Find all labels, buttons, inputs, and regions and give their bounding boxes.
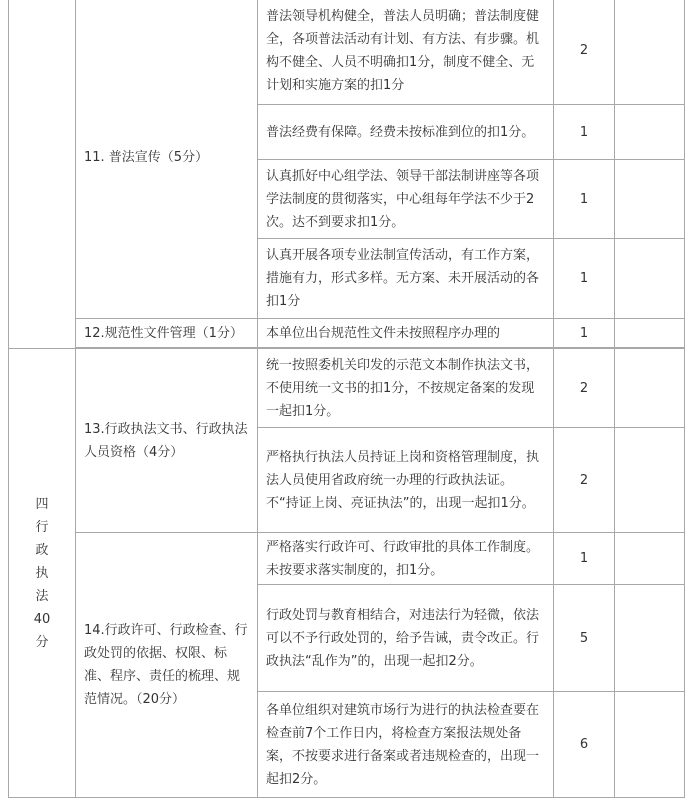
criterion-score: 2 — [554, 0, 615, 105]
criterion-text: 普法领导机构健全，普法人员明确；普法制度健全，各项普法活动有计划、有方法、有步骤。机构不健全、人员不明确扣1分，制度不健全、无计划和实施方案的扣1分 — [258, 0, 554, 105]
item-label-14: 14.行政许可、行政检查、行政处罚的依据、权限、标准、程序、责任的梳理、规范情况。（20分） — [76, 533, 258, 798]
blank-cell — [615, 0, 685, 105]
blank-cell — [615, 533, 685, 585]
criterion-text: 各单位组织对建筑市场行为进行的执法检查要在检查前7个工作日内，将检查方案报法规处备案，不按要求进行备案或者违规检查的，出现一起扣2分。 — [258, 692, 554, 798]
criterion-score: 6 — [554, 692, 615, 798]
criterion-text: 认真抓好中心组学法、领导干部法制讲座等各项学法制度的贯彻落实，中心组每年学法不少于2次。达不到要求扣1分。 — [258, 160, 554, 239]
blank-cell — [615, 585, 685, 692]
criterion-text: 严格落实行政许可、行政审批的具体工作制度。未按要求落实制度的，扣1分。 — [258, 533, 554, 585]
item-label-11: 11. 普法宣传（5分） — [76, 0, 258, 319]
criterion-text: 统一按照委机关印发的示范文本制作执法文书，不使用统一文书的扣1分，不按规定备案的发现一起扣1分。 — [258, 349, 554, 428]
criterion-text: 严格执行执法人员持证上岗和资格管理制度，执法人员使用省政府统一办理的行政执法证。不“持证上岗、亮证执法”的，出现一起扣1分。 — [258, 428, 554, 533]
criterion-score: 1 — [554, 533, 615, 585]
category-char: 40 — [33, 611, 51, 627]
category-char: 政 — [35, 542, 49, 558]
criterion-score: 1 — [554, 319, 615, 348]
category-cell-2 — [9, 349, 76, 798]
criterion-text: 本单位出台规范性文件未按照程序办理的 — [258, 319, 554, 348]
criterion-score: 1 — [554, 105, 615, 160]
item-label-12: 12.规范性文件管理（1分） — [76, 319, 258, 348]
criterion-score: 2 — [554, 349, 615, 428]
table-row — [9, 319, 685, 348]
blank-cell — [615, 692, 685, 798]
blank-cell — [615, 349, 685, 428]
score-table — [8, 0, 685, 798]
criterion-score: 1 — [554, 160, 615, 239]
blank-cell — [615, 428, 685, 533]
criterion-score: 5 — [554, 585, 615, 692]
blank-cell — [615, 319, 685, 348]
table-row — [9, 0, 685, 105]
table-row — [9, 349, 685, 428]
blank-cell — [615, 160, 685, 239]
blank-cell — [615, 239, 685, 319]
category-char: 法 — [35, 588, 49, 604]
criterion-text: 行政处罚与教育相结合，对违法行为轻微，依法可以不予行政处罚的，给予告诫，责令改正。行政执法“乱作为”的，出现一起扣2分。 — [258, 585, 554, 692]
blank-cell — [615, 105, 685, 160]
category-char: 分 — [35, 634, 49, 650]
criterion-text: 普法经费有保障。经费未按标准到位的扣1分。 — [258, 105, 554, 160]
category-char: 执 — [35, 565, 49, 581]
category-cell-1 — [9, 0, 76, 349]
category-char: 行 — [35, 519, 49, 535]
item-label-13: 13.行政执法文书、行政执法人员资格（4分） — [76, 349, 258, 533]
criterion-score: 1 — [554, 239, 615, 319]
criterion-score: 2 — [554, 428, 615, 533]
criterion-text: 认真开展各项专业法制宣传活动，有工作方案，措施有力，形式多样。无方案、未开展活动的各扣1分 — [258, 239, 554, 319]
category-char: 四 — [35, 496, 49, 512]
table-row — [9, 533, 685, 585]
